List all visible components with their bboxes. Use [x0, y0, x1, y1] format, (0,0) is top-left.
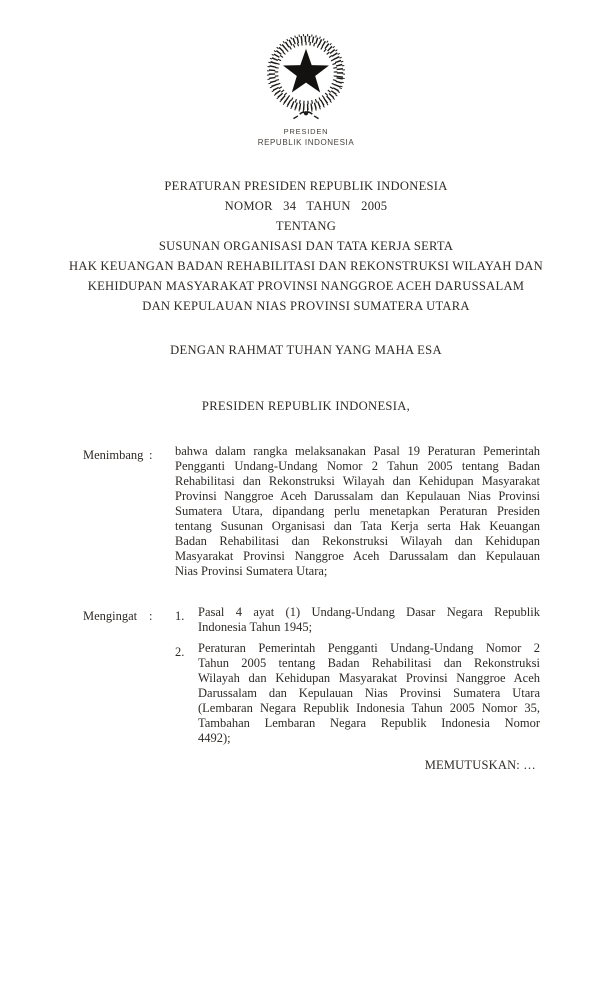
text-line: Indonesia Tahun 1945; [198, 620, 313, 634]
text-line: 4492); [198, 731, 231, 745]
recalling-section [83, 605, 540, 752]
text-line: HAK KEUANGAN BADAN REHABILITASI DAN REKONSTRUKSI WILAYAH DAN [69, 259, 543, 273]
considering-colon: : [149, 448, 153, 462]
text-line: Badan Rehabilitasi dan Rekonstruksi Wilayah dan Kehidupan [175, 534, 540, 548]
text-line: Rehabilitasi dan Rekonstruksi Wilayah dan Kehidupan Masyarakat [175, 474, 540, 488]
presiden-label: PRESIDEN [283, 127, 329, 136]
item-number: 1. [175, 609, 185, 623]
text-line: NOMOR 34 TAHUN 2005 [224, 199, 388, 213]
text-line: bahwa dalam rangka melaksanakan Pasal 19 Peraturan Pemerintah [175, 444, 540, 458]
authority-line: PRESIDEN REPUBLIK INDONESIA, [201, 399, 411, 413]
republik-indonesia-label: REPUBLIK INDONESIA [257, 138, 355, 147]
text-line: SUSUNAN ORGANISASI DAN TATA KERJA SERTA [158, 239, 454, 253]
body-column [83, 444, 540, 776]
letterhead [0, 30, 612, 148]
recalling-item-1 [175, 605, 540, 635]
recalling-body [175, 605, 540, 752]
recalling-colon: : [149, 609, 153, 623]
considering-body [175, 444, 540, 579]
text-line: Sumatera Utara, dipandang perlu menetapkan Peraturan Presiden [175, 504, 540, 518]
text-line: KEHIDUPAN MASYARAKAT PROVINSI NANGGROE ACEH DARUSSALAM [87, 279, 525, 293]
text-line: Tambahan Lembaran Negara Republik Indonesia Nomor [198, 716, 540, 730]
considering-section [83, 444, 540, 579]
recalling-label: Mengingat [83, 609, 138, 623]
text-line: Wilayah dan Kehidupan Masyarakat Provinsi Nanggroe Aceh [198, 671, 540, 685]
text-line: Provinsi Nanggroe Aceh Darussalam dan Kepulauan Nias Provinsi [175, 489, 540, 503]
text-line: tentang Susunan Organisasi dan Tata Kerja serta Hak Keuangan [175, 519, 540, 533]
text-line: Pengganti Undang-Undang Nomor 2 Tahun 2005 tentang Badan [175, 459, 540, 473]
star-wreath-emblem-icon [261, 30, 351, 124]
text-line: Darussalam dan Kepulauan Nias Provinsi Sumatera Utara [198, 686, 540, 700]
text-line: DAN KEPULAUAN NIAS PROVINSI SUMATERA UTARA [142, 299, 470, 313]
text-line: Nias Provinsi Sumatera Utara; [175, 564, 328, 578]
invocation-line: DENGAN RAHMAT TUHAN YANG MAHA ESA [170, 343, 442, 357]
decision-line: MEMUTUSKAN: … [424, 758, 536, 772]
text-line: TENTANG [275, 219, 337, 233]
text-line: Tahun 2005 tentang Badan Rehabilitasi dan Rekonstruksi [198, 656, 540, 670]
text-line: (Lembaran Negara Republik Indonesia Tahun 2005 Nomor 35, [198, 701, 540, 715]
text-line: Pasal 4 ayat (1) Undang-Undang Dasar Negara Republik [198, 605, 540, 619]
text-line: Masyarakat Provinsi Nanggroe Aceh Darussalam dan Kepulauan [175, 549, 540, 563]
regulation-title [0, 176, 612, 316]
item-body [198, 605, 540, 635]
text-line: Peraturan Pemerintah Pengganti Undang-Undang Nomor 2 [198, 641, 540, 655]
considering-label: Menimbang [83, 448, 144, 462]
text-line: PERATURAN PRESIDEN REPUBLIK INDONESIA [164, 179, 448, 193]
item-number: 2. [175, 645, 185, 659]
item-body [198, 641, 540, 746]
recalling-item-2 [175, 641, 540, 746]
